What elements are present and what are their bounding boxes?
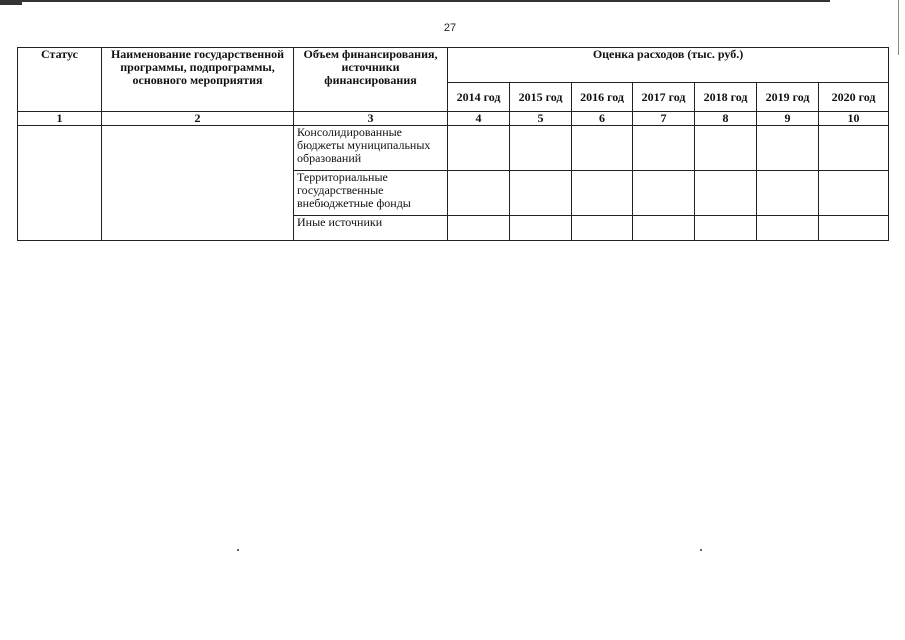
value-cell (510, 216, 572, 241)
value-cell (695, 216, 757, 241)
header-year-2019: 2019 год (757, 83, 819, 112)
header-year-2015: 2015 год (510, 83, 572, 112)
value-cell (510, 171, 572, 216)
column-number: 6 (572, 112, 633, 126)
value-cell (633, 126, 695, 171)
header-estimate: Оценка расходов (тыс. руб.) (448, 48, 889, 83)
value-cell (448, 216, 510, 241)
column-number: 4 (448, 112, 510, 126)
source-cell: Консолидированные бюджеты муниципальных образований (294, 126, 448, 171)
column-number: 7 (633, 112, 695, 126)
name-cell (102, 126, 294, 241)
top-border-line (0, 0, 830, 2)
value-cell (695, 171, 757, 216)
value-cell (819, 171, 889, 216)
header-year-2018: 2018 год (695, 83, 757, 112)
budget-table (17, 47, 889, 241)
value-cell (757, 171, 819, 216)
column-number: 1 (18, 112, 102, 126)
header-year-2017: 2017 год (633, 83, 695, 112)
value-cell (633, 171, 695, 216)
header-row-1 (18, 48, 889, 83)
header-status: Статус (18, 48, 102, 112)
value-cell (572, 126, 633, 171)
source-cell: Территориальные государственные внебюджетные фонды (294, 171, 448, 216)
value-cell (757, 126, 819, 171)
scan-speck (237, 549, 239, 551)
status-cell (18, 126, 102, 241)
column-number: 8 (695, 112, 757, 126)
value-cell (572, 171, 633, 216)
column-number: 3 (294, 112, 448, 126)
value-cell (757, 216, 819, 241)
value-cell (695, 126, 757, 171)
header-name: Наименование государственной программы, подпрограммы, основного мероприятия (102, 48, 294, 112)
header-year-2016: 2016 год (572, 83, 633, 112)
column-number: 2 (102, 112, 294, 126)
value-cell (633, 216, 695, 241)
value-cell (448, 171, 510, 216)
column-number: 9 (757, 112, 819, 126)
top-border-mark (0, 2, 22, 5)
source-cell: Иные источники (294, 216, 448, 241)
page-number: 27 (443, 22, 457, 34)
column-number-row (18, 112, 889, 126)
header-volume: Объем финансирования, источники финансирования (294, 48, 448, 112)
value-cell (510, 126, 572, 171)
scan-speck (700, 549, 702, 551)
table-row (18, 126, 889, 171)
right-edge-line (898, 0, 899, 55)
column-number: 10 (819, 112, 889, 126)
header-year-2020: 2020 год (819, 83, 889, 112)
value-cell (819, 216, 889, 241)
value-cell (448, 126, 510, 171)
header-year-2014: 2014 год (448, 83, 510, 112)
column-number: 5 (510, 112, 572, 126)
value-cell (819, 126, 889, 171)
value-cell (572, 216, 633, 241)
